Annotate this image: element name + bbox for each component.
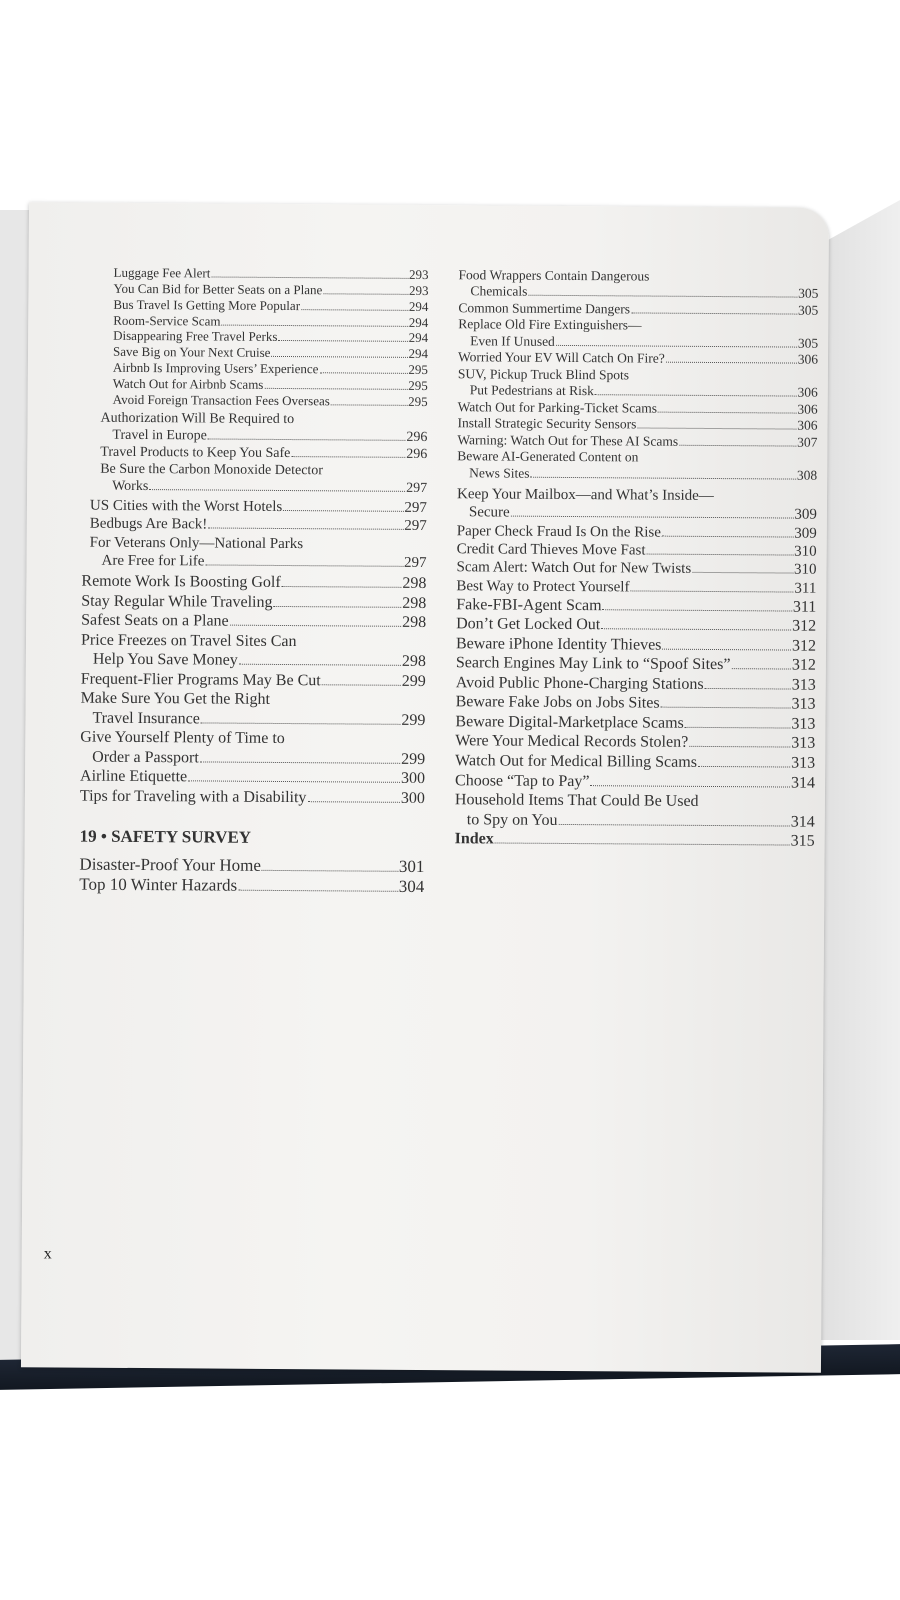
toc-entry [455,712,815,734]
toc-entry-title: Watch Out for Parking-Ticket Scams [457,398,658,416]
toc-entry-page: 306 [797,384,818,401]
toc-entry-title-line2: Put Pedestrians at Risk [469,382,594,399]
toc-entry-page: 311 [792,598,817,616]
toc-entry-title-line1: Household Items That Could Be Used [454,791,699,810]
leader-dots [511,505,794,519]
toc-entry-title: Install Strategic Security Sensors [457,415,637,432]
toc-entry-title: Beware iPhone Identity Thieves [455,635,662,654]
toc-entry-page: 309 [794,506,817,524]
leader-dots [323,283,408,294]
toc-entry-title: Don’t Get Locked Out [456,615,601,634]
toc-entry-title-line1: Keep Your Mailbox—and What’s Inside— [456,486,714,505]
leader-dots [188,769,400,783]
leader-dots [301,299,408,310]
book-page [21,202,829,1373]
toc-entry-title: Top 10 Winter Hazards [79,874,238,895]
toc-entry-page: 299 [401,750,426,768]
toc-entry [81,669,426,691]
leader-dots [211,267,408,279]
toc-group-r2 [456,485,817,597]
leader-dots [291,445,405,457]
toc-entry-page: 294 [408,314,429,330]
toc-entry [90,497,427,518]
toc-entry-title-line1: Make Sure You Get the Right [80,690,270,709]
toc-entry [456,693,816,715]
leader-dots [322,672,401,686]
leader-dots [658,401,796,413]
toc-entry-title-line1: Food Wrappers Contain Dangerous [458,267,650,284]
toc-entry-page: 305 [798,302,819,318]
toc-entry-title: Scam Alert: Watch Out for New Twists [456,559,692,578]
toc-entry-page: 313 [791,676,816,694]
toc-entry [81,591,426,613]
toc-entry-page: 297 [406,480,428,497]
toc-entry-title: Stay Regular While Traveling [81,592,273,611]
toc-entry-title: Common Summertime Dangers [458,300,631,317]
toc-entry-page: 313 [791,735,816,753]
toc-entry-title: Travel Products to Keep You Safe [100,444,291,461]
toc-entry-page: 308 [796,467,818,483]
leader-dots [647,542,794,555]
toc-entry-page: 296 [406,429,428,445]
toc-entry-page: 306 [797,417,818,433]
leader-dots [319,363,407,374]
toc-entry-title: Bedbugs Are Back! [89,516,208,533]
toc-group-small-a [73,265,429,410]
toc-entry-title: Disaster-Proof Your Home [79,854,261,875]
toc-entry-title: Disappearing Free Travel Perks [113,328,278,345]
toc-entry-page: 312 [791,656,816,675]
toc-entry-title: Airbnb Is Improving Users’ Experience [112,359,319,377]
toc-entry-page: 297 [404,499,428,517]
toc-entry-title: Beware Fake Jobs on Jobs Sites [455,693,660,713]
toc-entry [79,854,424,877]
toc-entry [80,709,425,731]
toc-entry-page: 305 [798,286,819,302]
toc-entry-page: 312 [791,637,817,655]
leader-dots [262,857,398,872]
leader-dots [631,302,797,314]
toc-entry-page: 310 [794,543,817,560]
leader-dots [531,466,796,479]
toc-group-c [72,497,428,573]
toc-entry-page: 299 [401,711,426,729]
toc-entry-page: 295 [408,377,428,394]
leader-dots [205,553,403,567]
leader-dots [685,715,791,729]
leader-dots [271,346,407,358]
toc-entry-page: 297 [404,554,427,572]
toc-entry [90,515,427,536]
leader-dots [556,335,797,348]
toc-entry-index [455,829,815,851]
toc-entry-page: 299 [401,672,426,690]
toc-entry-page: 294 [408,330,429,346]
toc-entry [455,771,815,793]
leader-dots [661,695,791,709]
toc-entry-title: Luggage Fee Alert [113,264,211,281]
page-number: x [43,1245,52,1263]
leader-dots [208,428,406,441]
toc-entry-title: Avoid Foreign Transaction Fees Overseas [112,391,330,409]
toc-entry-title: Index [454,830,494,848]
toc-entry-title-line1: Beware AI-Generated Content on [457,448,639,465]
toc-group-d [69,572,426,898]
toc-entry [79,875,424,898]
leader-dots [239,652,401,666]
leader-dots [666,352,797,364]
toc-entry-title-line1: Give Yourself Plenty of Time to [80,729,285,748]
leader-dots [238,877,398,892]
toc-entry [455,732,815,754]
toc-group-small-r [457,267,818,484]
leader-dots [662,524,793,537]
toc-entry-title: Worried Your EV Will Catch On Fire? [457,349,665,367]
leader-dots [331,394,407,405]
leader-dots [698,754,790,768]
toc-entry-title: Save Big on Your Next Cruise [112,344,271,361]
toc-entry-title: Room-Service Scam [113,312,221,329]
toc-entry-page: 300 [400,789,425,807]
leader-dots [590,773,790,787]
toc-entry-page: 293 [408,282,429,298]
chapter-heading: 19 • SAFETY SURVEY [79,826,252,847]
leader-dots [264,378,407,390]
toc-entry-title: Were Your Medical Records Stolen? [455,732,689,752]
toc-entry-title: US Cities with the Worst Hotels [89,497,283,516]
toc-entry-title: Watch Out for Airbnb Scams [112,375,264,392]
toc-entry [455,810,815,832]
toc-left-column [69,265,428,898]
toc-entry-page: 314 [790,813,815,831]
toc-entry-page: 315 [790,832,815,850]
toc-entry-page: 313 [791,715,816,733]
leader-dots [705,676,791,690]
toc-entry-title: Paper Check Fraud Is On the Rise [456,522,661,541]
toc-entry-page: 314 [790,774,816,792]
leader-dots [637,418,796,430]
leader-dots [731,657,790,670]
leader-dots [679,434,796,446]
toc-entry [456,615,816,637]
toc-entry-page: 310 [793,561,817,579]
toc-entry-title-line2: Are Free for Life [101,552,205,570]
toc-entry-title-line1: Price Freezes on Travel Sites Can [80,631,297,650]
leader-dots [208,517,403,531]
toc-right-column [455,267,819,851]
toc-entry-page: 309 [794,525,817,542]
leader-dots [689,734,790,748]
toc-entry-page: 307 [797,434,818,450]
toc-entry-title: Credit Card Thieves Move Fast [456,541,646,559]
toc-entry-page: 298 [401,653,426,671]
toc-entry [456,654,816,676]
toc-entry-title: You Can Bid for Better Seats on a Plane [113,280,323,298]
toc-entry-page: 296 [406,446,428,462]
leader-dots [558,811,789,826]
toc-entry-page: 313 [791,696,816,714]
leader-dots [692,561,793,574]
toc-entry [100,478,427,497]
toc-entry-page: 301 [398,856,425,876]
toc-entry-page: 306 [797,351,819,368]
toc-entry-title: Beware Digital-Marketplace Scams [455,713,684,732]
toc-entry-page: 298 [402,575,427,593]
leader-dots [307,789,400,803]
toc-entry [80,748,425,770]
toc-entry-title-line2: News Sites [469,464,530,481]
toc-entry [456,634,816,656]
leader-dots [630,579,793,592]
toc-entry-title-line1: Replace Old Fire Extinguishers— [458,316,642,333]
toc-entry [455,751,815,773]
toc-entry-title: Frequent-Flier Programs May Be Cut [80,670,321,690]
toc-entry-title-line2: Works [112,478,149,495]
toc-entry-title: Search Engines May Link to “Spoof Sites” [455,654,731,674]
leader-dots [283,499,403,512]
toc-entry-page: 295 [408,393,428,409]
toc-entry-page: 305 [797,335,819,351]
toc-entry-page: 304 [398,877,425,897]
toc-entry-title-line1: For Veterans Only—National Parks [89,534,304,552]
leader-dots [201,710,401,724]
toc-entry [456,673,816,695]
toc-entry [80,767,425,789]
toc-entry [456,595,816,617]
toc-entry-title-line2: Even If Unused [470,333,555,349]
toc-entry [113,392,428,410]
toc-entry-page: 298 [402,594,427,612]
toc-entry-title: Watch Out for Medical Billing Scams [455,752,698,771]
toc-entry-title: Airline Etiquette [80,768,188,786]
toc-entry-page: 300 [401,770,426,788]
leader-dots [221,314,407,326]
leader-dots [282,574,402,588]
toc-entry-page: 306 [797,401,818,417]
toc-entry-page: 312 [792,617,817,636]
leader-dots [149,479,405,492]
toc-group-r3 [455,595,817,851]
toc-entry-title-line2: Secure [468,504,510,521]
toc-entry-page: 294 [408,346,429,362]
toc-entry [81,572,426,594]
toc-entry-title-line2: to Spy on You [466,810,558,829]
toc-entry-title-line2: Travel in Europe [112,427,207,444]
toc-entry-title: Best Way to Protect Yourself [456,577,630,596]
leader-dots [274,594,402,608]
toc-entry-title-line1: Be Sure the Carbon Monoxide Detector [100,461,324,479]
toc-entry-title: Bus Travel Is Getting More Popular [113,296,301,313]
toc-entry-page: 294 [408,298,429,314]
toc-entry [90,552,427,573]
leader-dots [662,637,791,651]
toc-entry-title: Avoid Public Phone-Charging Stations [455,674,704,693]
leader-dots [595,384,797,397]
toc-entry-title-line2: Help You Save Money [92,651,238,670]
toc-entry-page: 295 [408,362,428,378]
toc-entry-title-line2: Order a Passport [92,748,199,767]
leader-dots [200,749,400,763]
toc-entry-title: Fake-FBI-Agent Scam [456,596,602,615]
toc-entry-page: 297 [404,518,427,535]
toc-entry [81,650,426,672]
toc-group-b [72,409,428,497]
leader-dots [495,831,790,846]
toc-entry-title: Choose “Tap to Pay” [454,771,590,790]
leader-dots [230,613,402,627]
leader-dots [278,331,407,343]
toc-entry-title: Tips for Traveling with a Disability [79,787,307,807]
leader-dots [603,597,792,611]
toc-entry-title-line2: Chemicals [470,283,528,300]
leader-dots [528,285,797,298]
toc-entry-title: Safest Seats on a Plane [81,611,229,630]
leader-dots [601,617,791,631]
toc-entry-page: 313 [791,754,816,772]
toc-entry-title: Remote Work Is Boosting Golf [81,572,281,592]
toc-entry-page: 311 [794,580,817,597]
toc-entry-title: Warning: Watch Out for These AI Scams [457,431,679,449]
toc-entry-title-line2: Travel Insurance [92,709,200,728]
toc-entry [81,611,426,633]
toc-entry [80,787,425,809]
toc-entry [457,465,817,484]
toc-entry-title-line1: Authorization Will Be Required to [100,410,295,427]
toc-entry-page: 298 [402,614,427,632]
toc-entry-page: 293 [409,266,429,283]
toc-entry-title-line1: SUV, Pickup Truck Blind Spots [457,366,630,383]
